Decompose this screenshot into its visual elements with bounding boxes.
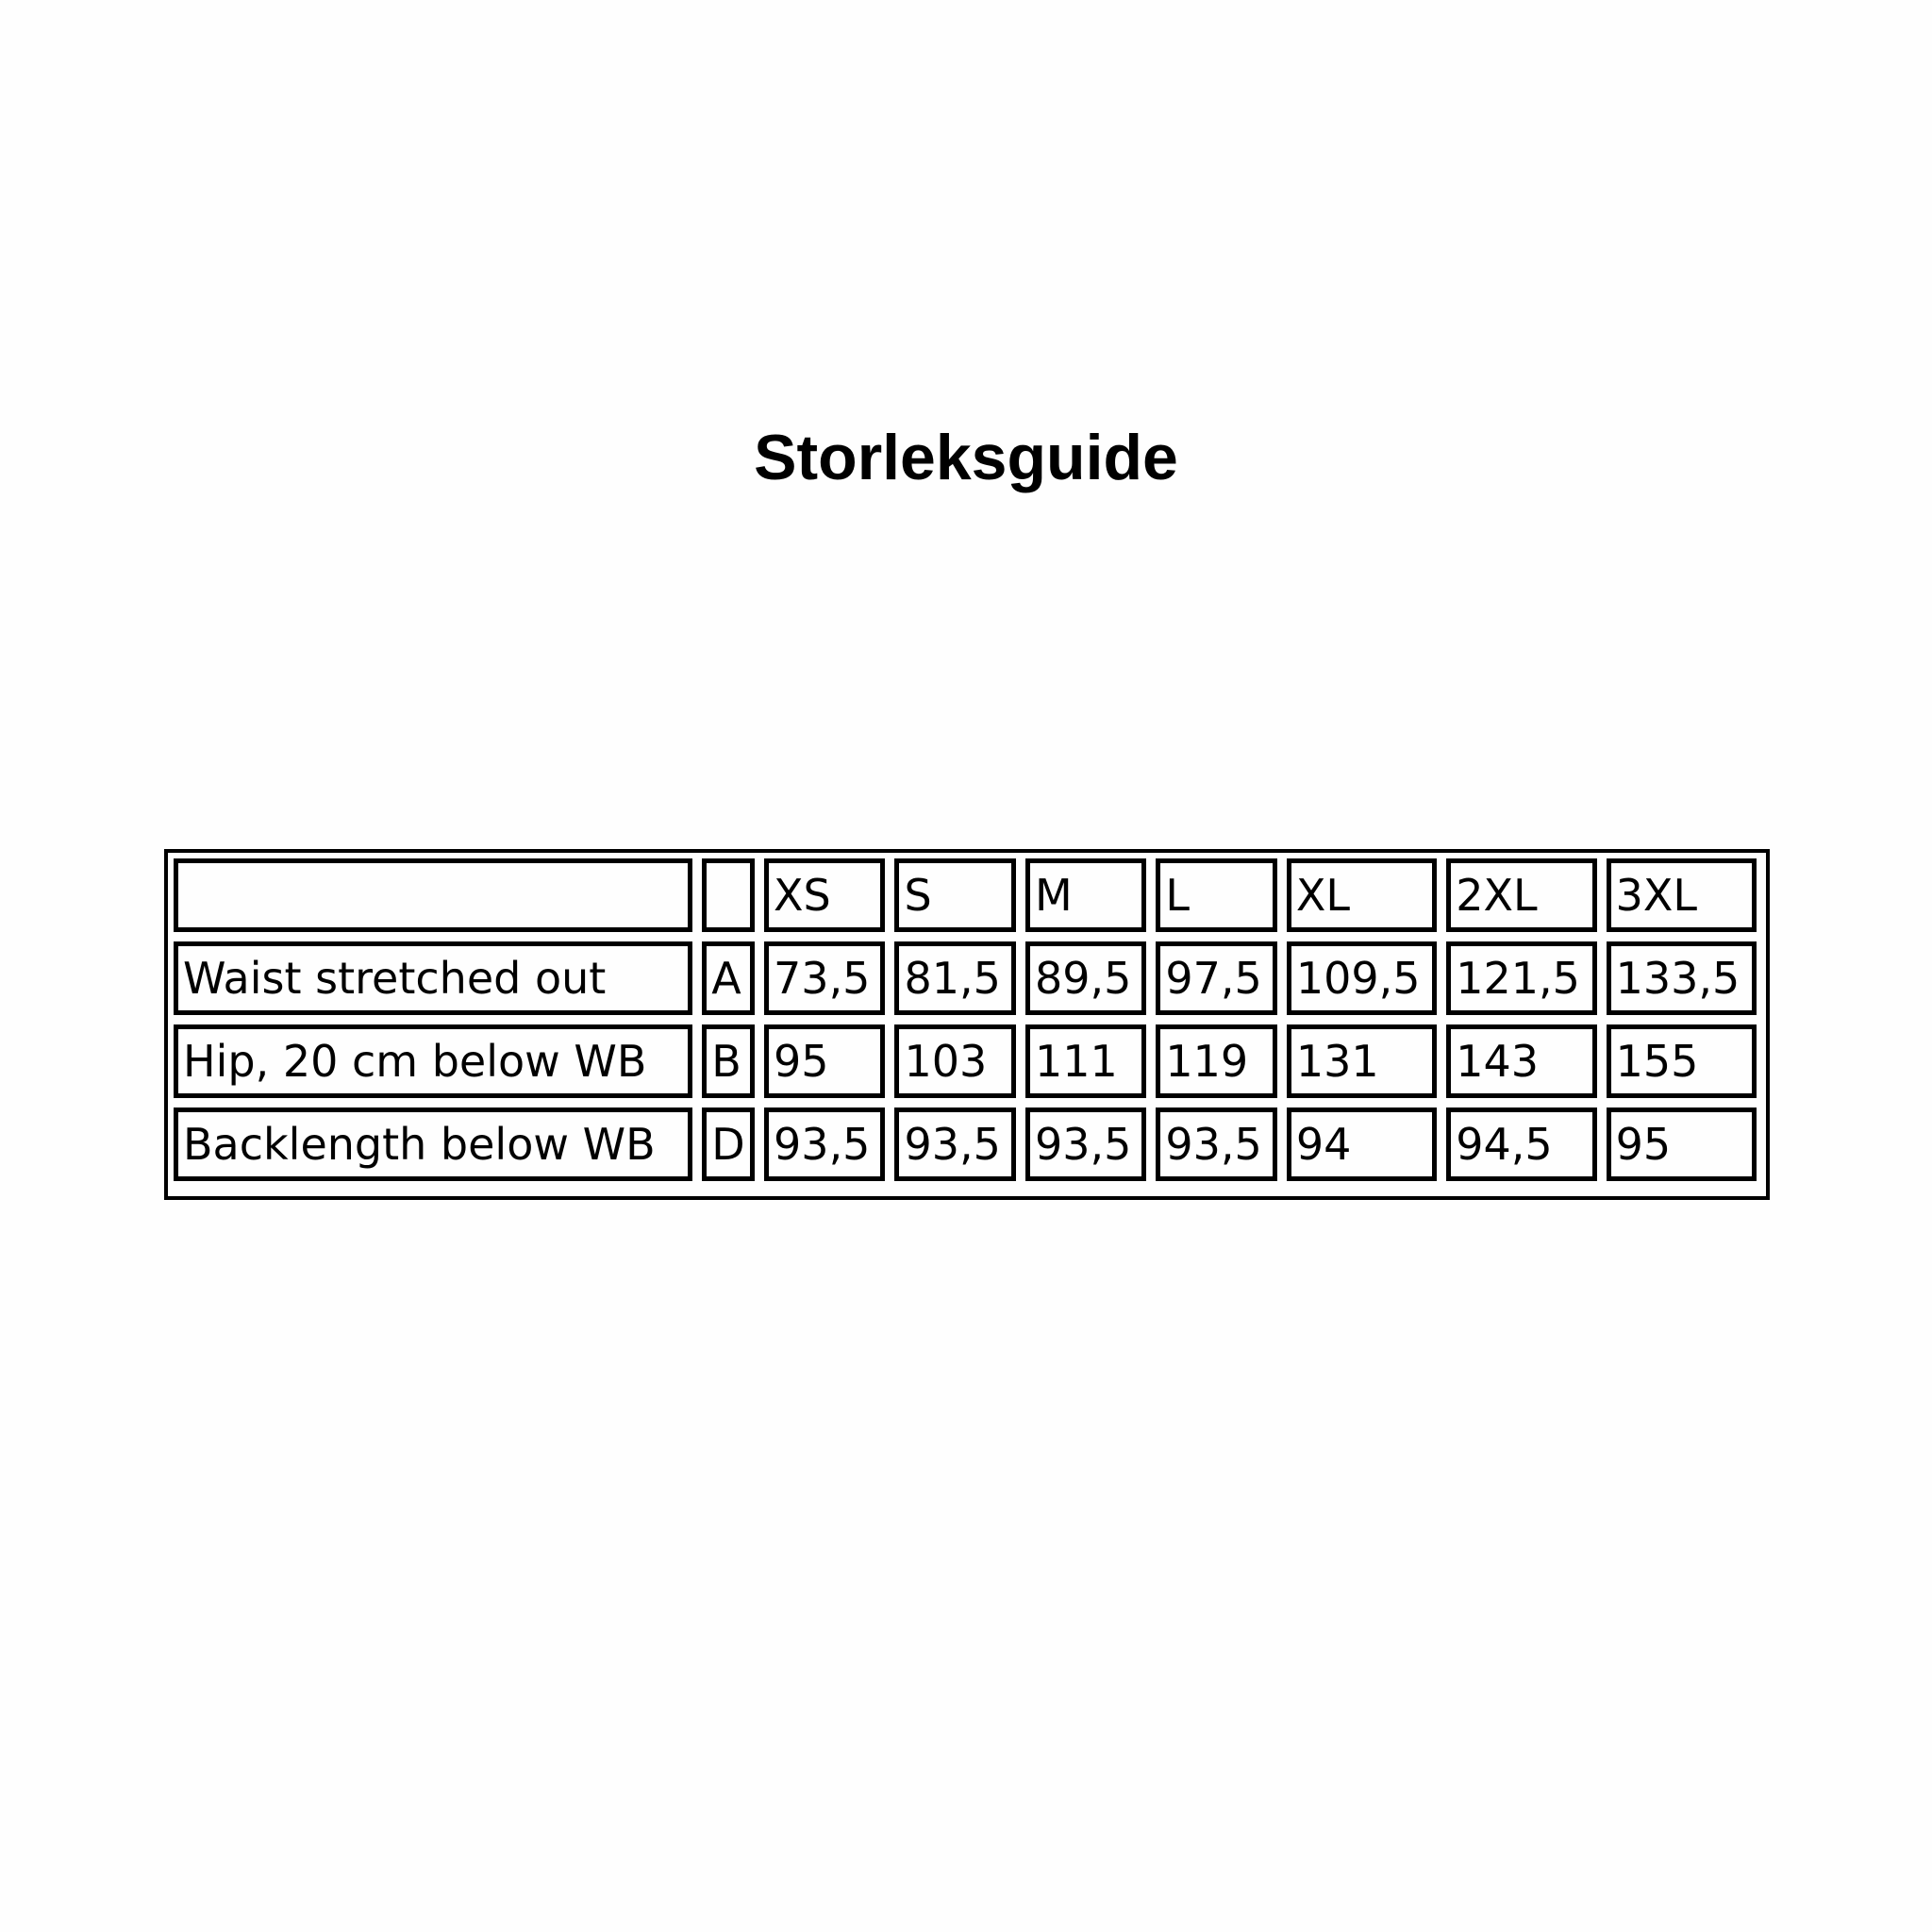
row-value-3xl: 133,5 xyxy=(1607,941,1757,1015)
header-cell-label xyxy=(174,858,692,932)
row-value-s: 103 xyxy=(894,1024,1015,1098)
table-row xyxy=(174,1024,1757,1098)
row-value-xl: 94 xyxy=(1287,1108,1437,1181)
table-row xyxy=(174,941,1757,1015)
size-table xyxy=(164,849,1766,1191)
row-value-xs: 95 xyxy=(764,1024,885,1098)
row-value-2xl: 94,5 xyxy=(1446,1108,1596,1181)
row-value-m: 93,5 xyxy=(1025,1108,1146,1181)
row-value-xs: 93,5 xyxy=(764,1108,885,1181)
row-code: A xyxy=(702,941,755,1015)
size-table-frame xyxy=(164,849,1770,1200)
row-code: B xyxy=(702,1024,755,1098)
header-cell-xs: XS xyxy=(764,858,885,932)
row-label: Backlength below WB xyxy=(174,1108,692,1181)
row-value-3xl: 155 xyxy=(1607,1024,1757,1098)
row-value-2xl: 121,5 xyxy=(1446,941,1596,1015)
row-value-l: 119 xyxy=(1156,1024,1276,1098)
header-cell-m: M xyxy=(1025,858,1146,932)
row-code: D xyxy=(702,1108,755,1181)
row-value-m: 111 xyxy=(1025,1024,1146,1098)
row-value-2xl: 143 xyxy=(1446,1024,1596,1098)
header-cell-l: L xyxy=(1156,858,1276,932)
header-cell-3xl: 3XL xyxy=(1607,858,1757,932)
row-value-m: 89,5 xyxy=(1025,941,1146,1015)
row-label: Hip, 20 cm below WB xyxy=(174,1024,692,1098)
row-value-s: 93,5 xyxy=(894,1108,1015,1181)
page-title: Storleksguide xyxy=(754,422,1178,493)
row-value-xl: 131 xyxy=(1287,1024,1437,1098)
row-value-l: 93,5 xyxy=(1156,1108,1276,1181)
row-value-l: 97,5 xyxy=(1156,941,1276,1015)
header-cell-2xl: 2XL xyxy=(1446,858,1596,932)
row-value-xl: 109,5 xyxy=(1287,941,1437,1015)
table-header-row xyxy=(174,858,1757,932)
row-value-xs: 73,5 xyxy=(764,941,885,1015)
row-value-3xl: 95 xyxy=(1607,1108,1757,1181)
header-cell-s: S xyxy=(894,858,1015,932)
header-cell-code xyxy=(702,858,755,932)
row-value-s: 81,5 xyxy=(894,941,1015,1015)
header-cell-xl: XL xyxy=(1287,858,1437,932)
table-row xyxy=(174,1108,1757,1181)
row-label: Waist stretched out xyxy=(174,941,692,1015)
